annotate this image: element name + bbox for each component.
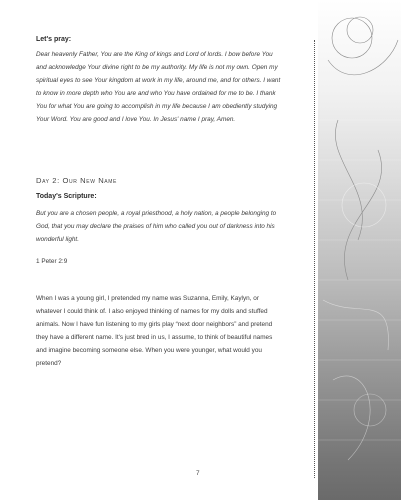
dotted-divider	[314, 40, 317, 478]
body-line: animals. Now I have fun listening to my girls play “next door neighbors” and pretend	[36, 321, 273, 329]
prayer-line: You for what You are going to accomplish in my life because I am obediently studying	[36, 103, 278, 111]
scripture-line: wonderful light.	[36, 236, 79, 244]
prayer-text	[36, 48, 308, 127]
body-line: When I was a young girl, I pretended my name was Suzanna, Emily, Kaylyn, or	[36, 295, 259, 302]
body-paragraph	[36, 292, 308, 371]
prayer-heading: Let's pray:	[36, 36, 72, 43]
day-heading: Day 2: Our New Name	[36, 176, 117, 185]
scripture-reference: 1 Peter 2:9	[36, 258, 68, 265]
scripture-line: But you are a chosen people, a royal priesthood, a holy nation, a people belonging to	[36, 210, 277, 217]
prayer-line: and acknowledge Your divine right to be my authority. My life is not my own. Open my	[36, 64, 278, 72]
prayer-line: Your Word. You are good and I love You. In Jesus' name I pray, Amen.	[36, 116, 236, 124]
page-number: 7	[196, 470, 200, 477]
body-line: and imagine becoming someone else. When you were younger, what would you	[36, 347, 262, 355]
prayer-line: Dear heavenly Father, You are the King of kings and Lord of lords. I bow before You	[36, 51, 273, 58]
body-line: they have a different name. It's just bred in us, I assume, to think of beautiful names	[36, 334, 273, 342]
decorative-sidebar-art	[318, 0, 401, 500]
scripture-line: God, that you may declare the praises of him who called you out of darkness into his	[36, 223, 275, 231]
body-line: pretend?	[36, 360, 62, 368]
prayer-line: to know in more depth who You are and who You have ordained for me to be. I thank	[36, 90, 276, 98]
prayer-section	[36, 36, 308, 127]
prayer-line: spiritual eyes to see Your kingdom at work in my life, around me, and for others. I want	[36, 77, 281, 85]
scripture-text	[36, 207, 308, 246]
body-line: whatever I could think of. I also enjoyed thinking of names for my dolls and stuffed	[36, 308, 268, 316]
scripture-heading: Today's Scripture:	[36, 193, 97, 200]
